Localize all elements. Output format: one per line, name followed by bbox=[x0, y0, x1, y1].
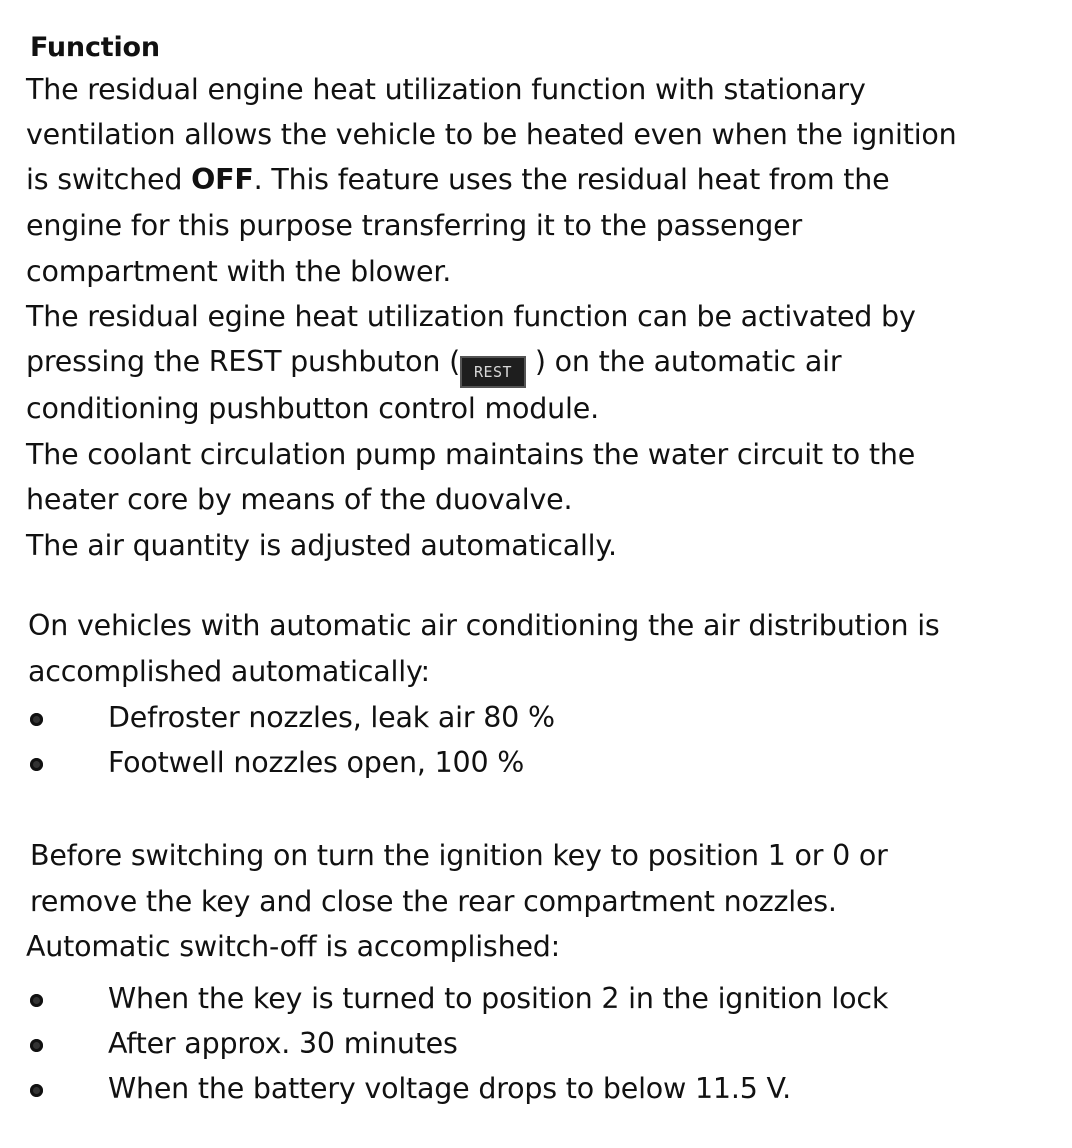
bullet-item: After approx. 30 minutes bbox=[108, 1027, 458, 1060]
para3-line3: The air quantity is adjusted automatically. bbox=[26, 529, 617, 562]
bullet-icon bbox=[30, 713, 43, 726]
para1-line1: The residual engine heat utilization function with stationary bbox=[26, 73, 866, 106]
para5-line3: Automatic switch-off is accomplished: bbox=[26, 930, 561, 963]
para5-line1: Before switching on turn the ignition key to position 1 or 0 or bbox=[30, 839, 888, 872]
bullet-item: When the key is turned to position 2 in the ignition lock bbox=[108, 982, 889, 1015]
para2-line3: conditioning pushbutton control module. bbox=[26, 392, 599, 425]
para2-line1: The residual egine heat utilization function can be activated by bbox=[26, 300, 916, 333]
off-keyword: OFF bbox=[191, 163, 254, 196]
bullet-item: Footwell nozzles open, 100 % bbox=[108, 746, 525, 779]
para1-line3-end: . This feature uses the residual heat from the bbox=[253, 163, 890, 196]
para2-line2-start: pressing the REST pushbuton ( bbox=[26, 345, 461, 378]
section-heading: Function bbox=[30, 32, 160, 63]
bullet-icon bbox=[30, 1084, 43, 1097]
bullet-icon bbox=[30, 994, 43, 1007]
para1-line3 bbox=[26, 162, 889, 198]
bullet-item: When the battery voltage drops to below 11.5 V. bbox=[108, 1072, 791, 1105]
para1-line5: compartment with the blower. bbox=[26, 255, 452, 288]
para2-line2-end: ) on the automatic air bbox=[534, 345, 842, 378]
para4-line2: accomplished automatically: bbox=[28, 655, 430, 688]
para3-line2: heater core by means of the duovalve. bbox=[26, 483, 573, 516]
para2-line2 bbox=[26, 344, 841, 388]
para1-line2: ventilation allows the vehicle to be heated even when the ignition bbox=[26, 118, 957, 151]
bullet-icon bbox=[30, 758, 43, 771]
para3-line1: The coolant circulation pump maintains the water circuit to the bbox=[26, 438, 916, 471]
bullet-item: Defroster nozzles, leak air 80 % bbox=[108, 701, 555, 734]
para5-line2: remove the key and close the rear compartment nozzles. bbox=[30, 885, 837, 918]
rest-button-icon: REST bbox=[460, 356, 526, 388]
para1-line3-start: is switched bbox=[26, 163, 192, 196]
bullet-icon bbox=[30, 1039, 43, 1052]
para1-line4: engine for this purpose transferring it to the passenger bbox=[26, 209, 802, 242]
para4-line1: On vehicles with automatic air conditioning the air distribution is bbox=[28, 609, 940, 642]
